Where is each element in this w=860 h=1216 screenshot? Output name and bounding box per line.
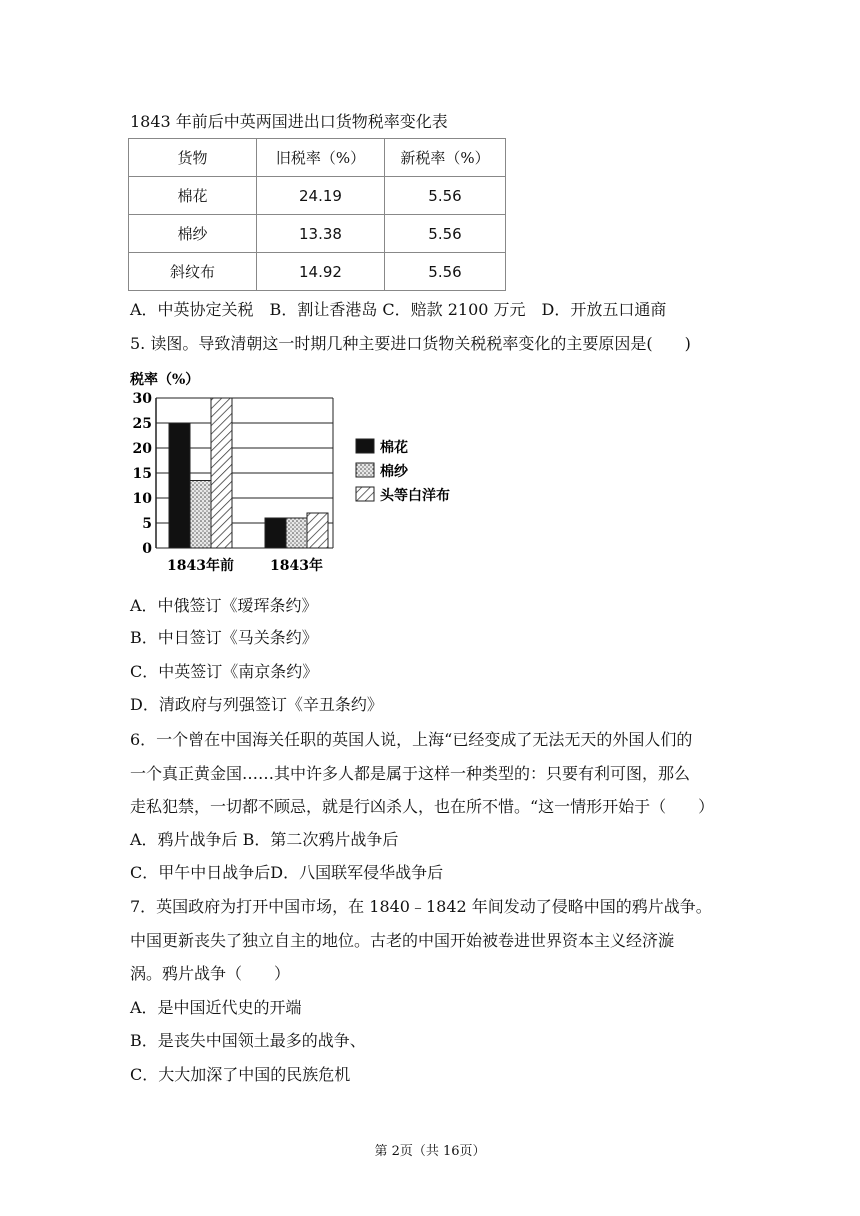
y-tick-label: 15 [132,466,152,482]
table-cell: 13.38 [257,215,385,253]
table-caption: 1843 年前后中英两国进出口货物税率变化表 [130,112,448,131]
bar [286,518,307,548]
q6-options-cd: C．甲午中日战争后D．八国联军侵华战争后 [130,863,444,882]
bar [190,481,211,549]
table-row [129,253,506,291]
bar [265,518,286,548]
y-tick-label: 10 [132,491,152,507]
chart-yticks [133,391,153,557]
chart-xlabels [167,557,323,574]
q6-stem-line2: 一个真正黄金国……其中许多人都是属于这样一种类型的：只要有利可图，那么 [130,764,691,783]
legend-label: 棉花 [380,440,408,456]
table-cell: 5.56 [385,177,506,215]
y-tick-label: 20 [132,441,152,457]
bar [307,513,328,548]
table-cell: 5.56 [385,253,506,291]
table-row [129,215,506,253]
table-cell: 24.19 [257,177,385,215]
y-tick-label: 25 [132,416,152,432]
q6-stem-line1: 6．一个曾在中国海关任职的英国人说，上海“已经变成了无法无天的外国人们的 [130,730,693,749]
bar [169,423,190,548]
q7-stem-line1: 7．英国政府为打开中国市场，在 1840﹣1842 年间发动了侵略中国的鸦片战争。 [130,897,712,916]
q4-options: A．中英协定关税 B．割让香港岛 C．赔款 2100 万元 D．开放五口通商 [130,300,667,319]
bar [211,398,232,548]
header-cell: 新税率（%） [385,139,506,177]
legend-label: 头等白洋布 [380,488,450,504]
q7-option-c: C．大大加深了中国的民族危机 [130,1065,351,1084]
y-tick-label: 30 [132,391,152,407]
x-tick-label: 1843年前 [167,558,234,574]
q7-option-b: B．是丧失中国领土最多的战争、 [130,1031,366,1050]
q5-option-b: B．中日签订《马关条约》 [130,628,318,647]
q7-stem-line2: 中国更新丧失了独立自主的地位。古老的中国开始被卷进世界资本主义经济漩 [130,931,675,950]
legend-swatch [356,463,374,477]
legend-label: 棉纱 [380,464,408,480]
table-row [129,177,506,215]
q6-options-ab: A．鸦片战争后 B．第二次鸦片战争后 [130,830,399,849]
header-cell: 货物 [129,139,257,177]
table-cell: 棉纱 [129,215,257,253]
q5-option-a: A．中俄签订《瑷珲条约》 [130,596,318,615]
q7-option-a: A．是中国近代史的开端 [130,998,302,1017]
legend-swatch [356,439,374,453]
table-header-row [129,139,506,177]
q5-stem: 5. 读图。导致清朝这一时期几种主要进口货物关税税率变化的主要原因是( ) [130,334,691,353]
legend-swatch [356,487,374,501]
tax-rate-table [128,138,506,291]
x-tick-label: 1843年 [270,558,323,574]
q6-stem-line3: 走私犯禁，一切都不顾忌，就是行凶杀人，也在所不惜。“这一情形开始于（ ） [130,797,715,816]
y-tick-label: 0 [142,541,152,557]
table-cell: 14.92 [257,253,385,291]
q5-option-c: C．中英签订《南京条约》 [130,662,319,681]
table-cell: 5.56 [385,215,506,253]
table-cell: 棉花 [129,177,257,215]
chart-legend [356,439,450,504]
q7-stem-line3: 涡。鸦片战争（ ） [130,964,291,983]
chart-ylabel: 税率（%） [130,372,200,388]
y-tick-label: 5 [142,516,152,532]
table-cell: 斜纹布 [129,253,257,291]
q5-option-d: D．清政府与列强签订《辛丑条约》 [130,695,383,714]
header-cell: 旧税率（%） [257,139,385,177]
page-footer: 第 2页（共 16页） [374,1144,486,1159]
tax-rate-bar-chart [128,364,468,580]
